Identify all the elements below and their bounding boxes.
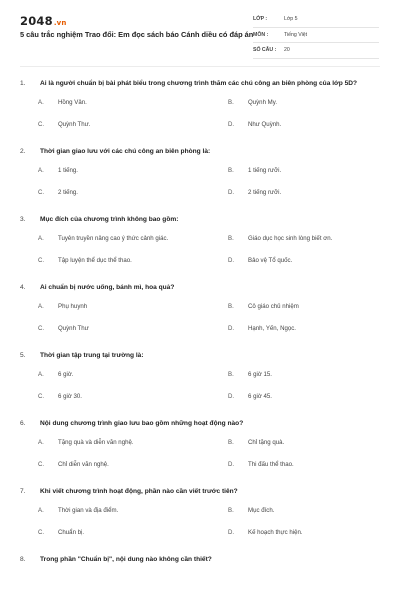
answer-option[interactable]: [210, 165, 380, 175]
option-letter: D.: [228, 188, 235, 196]
option-text: 1 tiếng rưỡi.: [248, 166, 282, 174]
answer-options: [20, 97, 380, 129]
option-text: Bảo vệ Tổ quốc.: [248, 256, 293, 264]
question-list: [20, 78, 380, 565]
answer-options: [20, 437, 380, 469]
answer-option[interactable]: [210, 437, 380, 447]
option-text: Phụ huynh: [58, 302, 88, 310]
question-item: [20, 282, 380, 333]
option-text: 1 tiếng.: [58, 166, 78, 174]
option-letter: C.: [38, 528, 45, 536]
option-letter: B.: [228, 234, 234, 242]
option-text: Chỉ tặng quà.: [248, 438, 285, 446]
answer-option[interactable]: [20, 527, 210, 537]
question-text: Thời gian tập trung tại trường là:: [40, 352, 144, 359]
answer-option[interactable]: [210, 187, 380, 197]
option-letter: C.: [38, 120, 45, 128]
option-letter: D.: [228, 324, 235, 332]
question-heading: [20, 214, 380, 225]
question-number: 1.: [20, 80, 26, 87]
meta-value: Tiếng Việt: [284, 31, 308, 38]
option-letter: A.: [38, 234, 44, 242]
document-header: [0, 0, 400, 64]
question-text: Ai là người chuẩn bị bài phát biểu trong chương trình thăm các chú công an biên phòng của lớp 5D?: [40, 80, 358, 87]
option-letter: D.: [228, 256, 235, 264]
answer-option[interactable]: [210, 323, 380, 333]
header-divider: [20, 66, 380, 67]
option-letter: A.: [38, 370, 44, 378]
option-letter: B.: [228, 438, 234, 446]
answer-option[interactable]: [20, 369, 210, 379]
question-heading: [20, 282, 380, 293]
option-letter: A.: [38, 98, 44, 106]
option-letter: D.: [228, 460, 235, 468]
question-number: 4.: [20, 284, 26, 291]
question-heading: [20, 78, 380, 89]
question-number: 7.: [20, 488, 26, 495]
option-text: Quỳnh My.: [248, 98, 278, 106]
option-text: Quỳnh Thư: [58, 324, 89, 332]
question-text: Mục đích của chương trình không bao gồm:: [40, 216, 179, 223]
question-number: 3.: [20, 216, 26, 223]
answer-option[interactable]: [210, 369, 380, 379]
question-text: Trong phần "Chuẩn bị", nội dung nào không cần thiết?: [40, 556, 212, 563]
meta-row-grade: [253, 12, 379, 28]
option-text: Thời gian và địa điểm.: [58, 506, 119, 514]
option-text: Như Quỳnh.: [248, 120, 282, 128]
answer-option[interactable]: [20, 459, 210, 469]
page-title: 5 câu trắc nghiệm Trao đổi: Em đọc sách báo Cánh diều có đáp án: [20, 30, 254, 39]
question-heading: [20, 554, 380, 565]
meta-value: Lớp 5: [284, 16, 298, 23]
option-text: Kế hoạch thực hiện.: [248, 528, 303, 536]
option-letter: C.: [38, 460, 45, 468]
option-text: Thi đấu thể thao.: [248, 460, 294, 468]
answer-option[interactable]: [20, 301, 210, 311]
question-item: [20, 554, 380, 565]
option-letter: B.: [228, 98, 234, 106]
option-text: 6 giờ 45.: [248, 392, 272, 400]
answer-options: [20, 165, 380, 197]
answer-option[interactable]: [20, 97, 210, 107]
option-text: Tặng quà và diễn văn nghệ.: [58, 438, 134, 446]
question-heading: [20, 350, 380, 361]
question-item: [20, 486, 380, 537]
meta-key: MÔN :: [253, 31, 269, 38]
answer-option[interactable]: [210, 255, 380, 265]
option-letter: B.: [228, 166, 234, 174]
option-text: Giáo dục học sinh lòng biết ơn.: [248, 234, 333, 242]
option-letter: C.: [38, 188, 45, 196]
answer-option[interactable]: [210, 391, 380, 401]
meta-key: SỐ CÂU :: [253, 47, 277, 54]
meta-key: LỚP :: [253, 16, 268, 23]
option-text: Mục đích.: [248, 506, 275, 514]
option-letter: C.: [38, 392, 45, 400]
question-heading: [20, 146, 380, 157]
answer-options: [20, 505, 380, 537]
answer-option[interactable]: [210, 119, 380, 129]
question-number: 2.: [20, 148, 26, 155]
answer-option[interactable]: [20, 391, 210, 401]
question-text: Khi viết chương trình hoạt động, phần nào cần viết trước tiên?: [40, 488, 238, 495]
option-text: Tuyên truyền nâng cao ý thức cảnh giác.: [58, 234, 169, 242]
answer-options: [20, 369, 380, 401]
option-text: Hạnh, Yến, Ngọc.: [248, 324, 296, 332]
option-letter: B.: [228, 302, 234, 310]
answer-options: [20, 301, 380, 333]
answer-option[interactable]: [20, 233, 210, 243]
option-text: 6 giờ.: [58, 370, 74, 378]
answer-option[interactable]: [20, 187, 210, 197]
option-text: 6 giờ 15.: [248, 370, 272, 378]
answer-option[interactable]: [210, 233, 380, 243]
option-text: Cô giáo chủ nhiệm: [248, 302, 299, 310]
answer-option[interactable]: [210, 527, 380, 537]
answer-option[interactable]: [210, 301, 380, 311]
question-item: [20, 418, 380, 469]
option-letter: B.: [228, 370, 234, 378]
question-text: Ai chuẩn bị nước uống, bánh mì, hoa quả?: [40, 284, 175, 291]
answer-option[interactable]: [20, 505, 210, 515]
question-item: [20, 78, 380, 129]
option-letter: A.: [38, 506, 44, 514]
answer-option[interactable]: [20, 255, 210, 265]
option-text: 6 giờ 30.: [58, 392, 82, 400]
question-item: [20, 350, 380, 401]
option-letter: A.: [38, 438, 44, 446]
answer-option[interactable]: [20, 437, 210, 447]
option-letter: A.: [38, 302, 44, 310]
option-text: Hồng Vân.: [58, 98, 87, 106]
question-item: [20, 146, 380, 197]
option-text: 2 tiếng rưỡi.: [248, 188, 282, 196]
option-letter: D.: [228, 392, 235, 400]
question-item: [20, 214, 380, 265]
option-text: Chỉ diễn văn nghệ.: [58, 460, 109, 468]
option-text: 2 tiếng.: [58, 188, 78, 196]
option-letter: D.: [228, 528, 235, 536]
answer-option[interactable]: [210, 459, 380, 469]
answer-option[interactable]: [20, 119, 210, 129]
meta-value: 20: [284, 47, 290, 54]
answer-option[interactable]: [20, 323, 210, 333]
answer-option[interactable]: [210, 505, 380, 515]
option-text: Tập luyện thể dục thể thao.: [58, 256, 132, 264]
answer-options: [20, 233, 380, 265]
question-heading: [20, 486, 380, 497]
question-number: 8.: [20, 556, 26, 563]
option-letter: A.: [38, 166, 44, 174]
option-text: Quỳnh Thư.: [58, 120, 91, 128]
question-number: 5.: [20, 352, 26, 359]
option-letter: D.: [228, 120, 235, 128]
answer-option[interactable]: [210, 97, 380, 107]
question-heading: [20, 418, 380, 429]
answer-option[interactable]: [20, 165, 210, 175]
meta-row-subject: [253, 28, 379, 44]
option-text: Chuẩn bị.: [58, 528, 85, 536]
option-letter: C.: [38, 256, 45, 264]
meta-row-question-count: [253, 43, 379, 59]
meta-info-table: [253, 12, 379, 59]
option-letter: C.: [38, 324, 45, 332]
logo-tld: .vn: [53, 19, 67, 27]
site-logo[interactable]: [20, 14, 67, 28]
question-text: Thời gian giao lưu với các chú công an biên phòng là:: [40, 148, 211, 155]
question-number: 6.: [20, 420, 26, 427]
question-text: Nội dung chương trình giao lưu bao gồm những hoạt động nào?: [40, 420, 244, 427]
logo-text: 2048: [20, 14, 53, 28]
option-letter: B.: [228, 506, 234, 514]
